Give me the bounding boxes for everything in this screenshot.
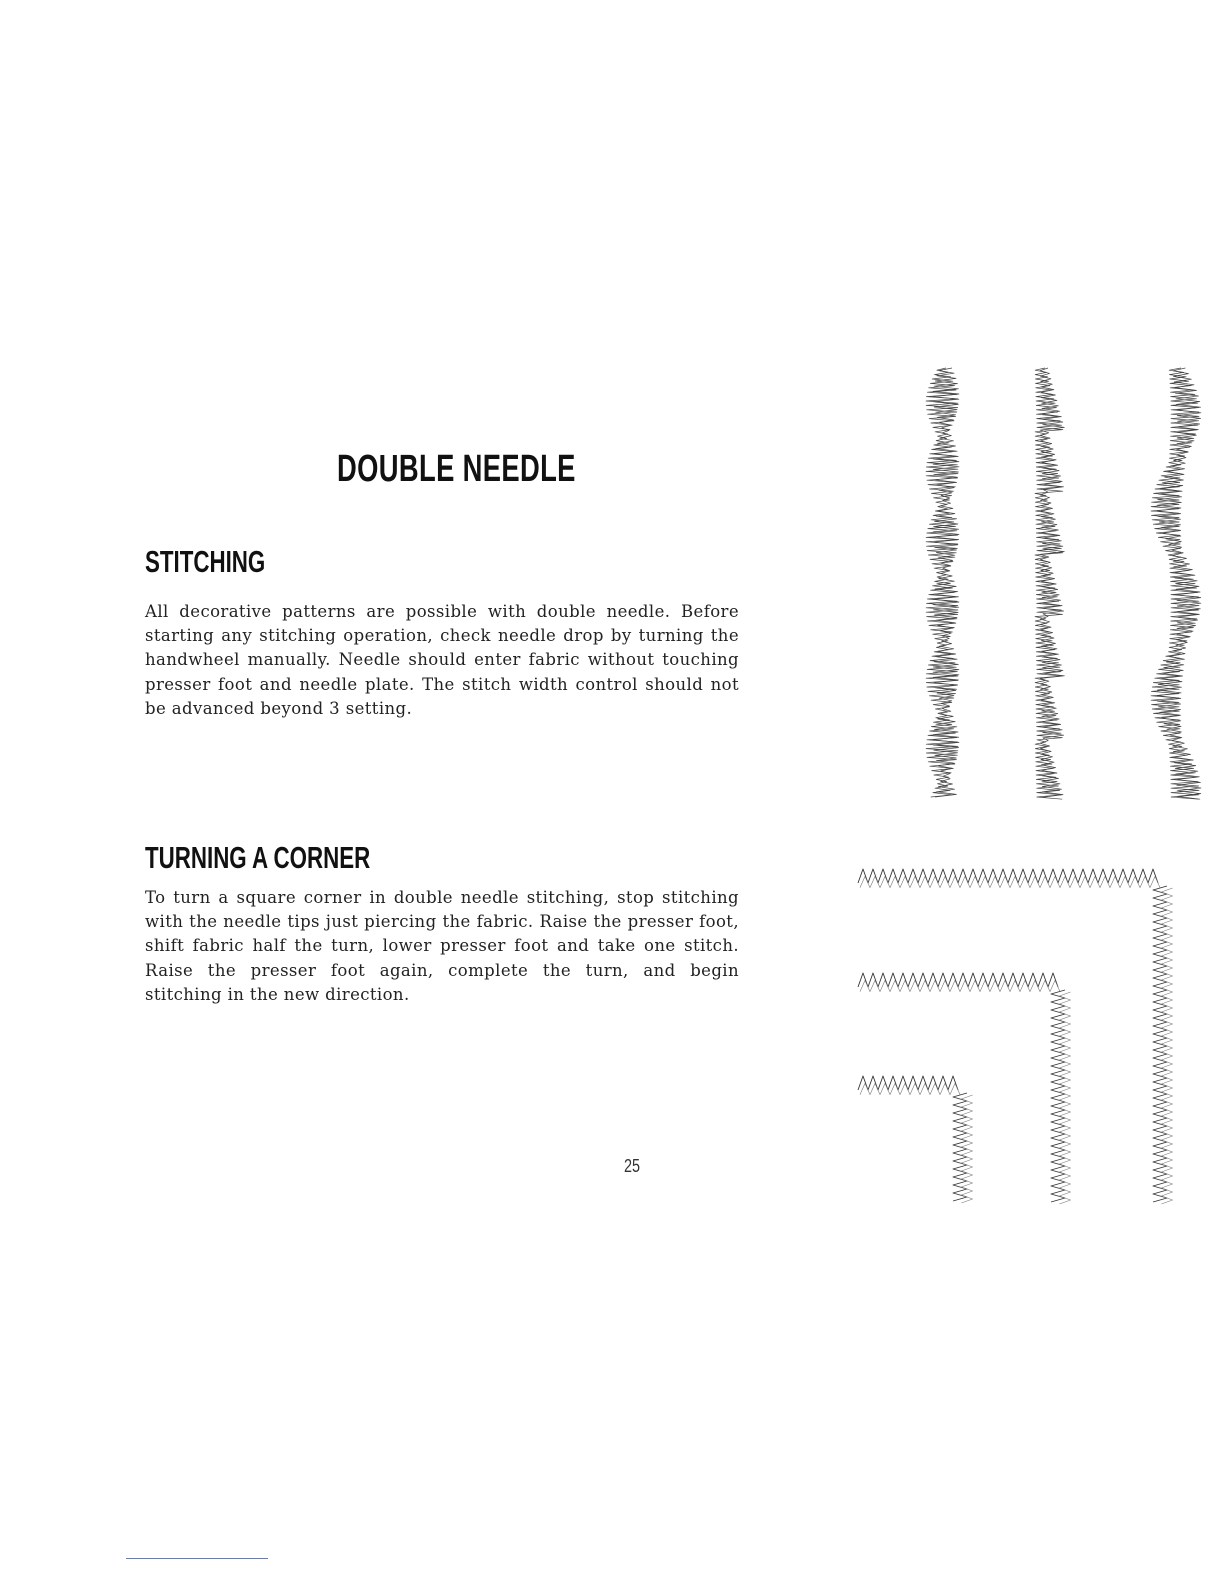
stitching-heading: STITCHING	[145, 544, 266, 579]
corner-sample-medium-vertical	[1051, 990, 1065, 1202]
stitching-paragraph: All decorative patterns are possible with double needle. Before starting any stitching operation, check needle drop by turning the handwheel manually. Needle should enter fabric without touching presser foot and needle plate. The stitch width control should not be advanced beyond 3 setting.	[145, 602, 739, 718]
decorative-stitch-samples-image	[926, 368, 1201, 799]
stitch-illustrations	[840, 352, 1224, 1222]
corner-sample-medium-vertical-2	[1059, 992, 1070, 1204]
footer-rule	[126, 1558, 268, 1559]
page-title: DOUBLE NEEDLE	[337, 448, 576, 490]
corner-sample-small-vertical	[953, 1093, 967, 1201]
decorative-column-3	[1151, 368, 1199, 799]
page-number: 25	[624, 1156, 641, 1176]
turning-corner-paragraph: To turn a square corner in double needle stitching, stop stitching with the needle tips just piercing the fabric. Raise the presser foot, shift fabric half the turn, lower presser foot and take one stitch. Raise the presser foot again, complete the turn, and begin stitching in the new direction.	[145, 888, 739, 1004]
corner-sample-small-vertical-2	[961, 1095, 972, 1203]
corner-stitch-samples-image	[858, 869, 1173, 1204]
turning-corner-heading: TURNING A CORNER	[145, 840, 371, 875]
corner-sample-medium-horizontal	[858, 973, 1058, 987]
